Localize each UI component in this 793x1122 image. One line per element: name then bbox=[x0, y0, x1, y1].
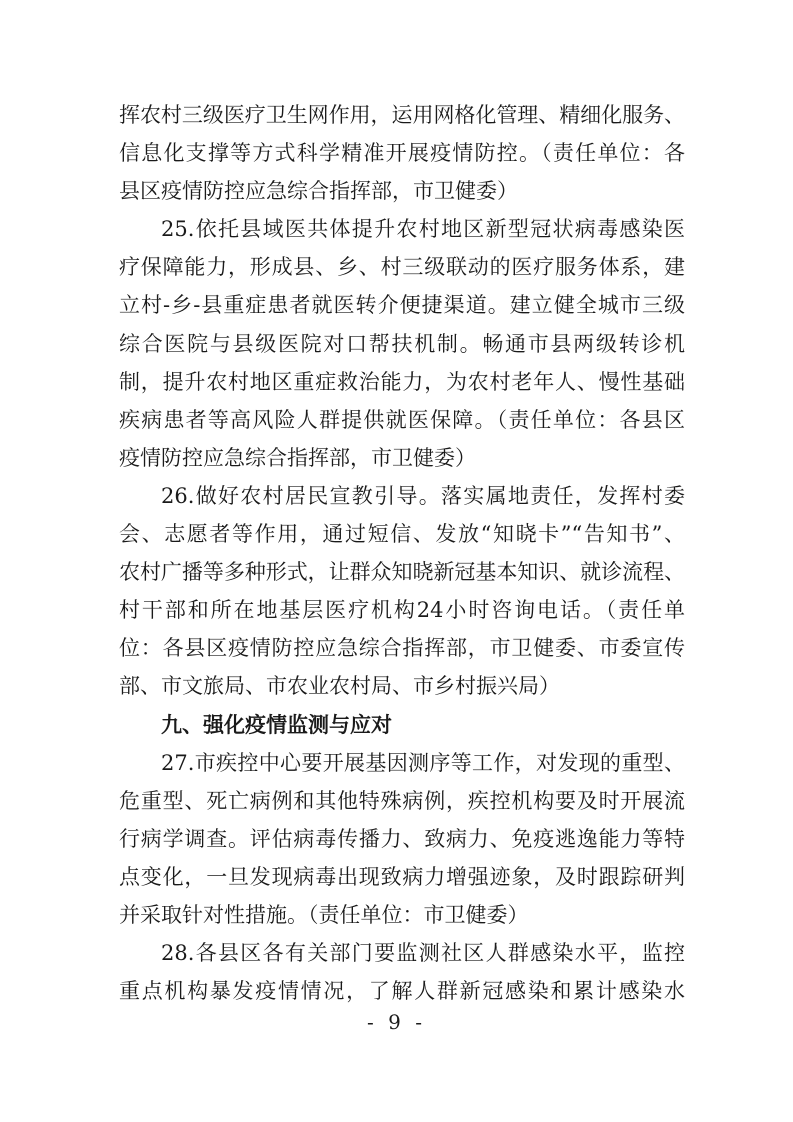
text-line: 挥农村三级医疗卫生网作用，运用网格化管理、精细化服务、 bbox=[119, 103, 685, 127]
text-line: 村干部和所在地基层医疗机构24小时咨询电话。（责任单 bbox=[119, 598, 685, 623]
text-line: 位：各县区疫情防控应急综合指挥部，市卫健委、市委宣传 bbox=[119, 636, 685, 661]
paragraph-28-start: 28.各县区各有关部门要监测社区人群感染水平，监控 bbox=[161, 941, 685, 966]
text-line: 制，提升农村地区重症救治能力，为农村老年人、慢性基础 bbox=[119, 369, 685, 394]
text-line: 点变化，一旦发现病毒出现致病力增强迹象，及时跟踪研判 bbox=[119, 864, 685, 889]
document-body bbox=[119, 96, 685, 1010]
text-line: 部、市文旅局、市农业农村局、市乡村振兴局） bbox=[119, 674, 560, 699]
text-line: 危重型、死亡病例和其他特殊病例，疾控机构要及时开展流 bbox=[119, 788, 685, 813]
text-line: 农村广播等多种形式，让群众知晓新冠基本知识、就诊流程、 bbox=[119, 560, 685, 585]
text-line: 县区疫情防控应急综合指挥部，市卫健委） bbox=[119, 179, 518, 204]
text-line: 行病学调查。评估病毒传播力、致病力、免疫逃逸能力等特 bbox=[119, 826, 685, 851]
paragraph-25-start: 25.依托县域医共体提升农村地区新型冠状病毒感染医 bbox=[161, 217, 685, 242]
paragraph-27-start: 27.市疾控中心要开展基因测序等工作，对发现的重型、 bbox=[161, 750, 685, 775]
text-line: 综合医院与县级医院对口帮扶机制。畅通市县两级转诊机 bbox=[119, 331, 685, 356]
text-line: 并采取针对性措施。（责任单位：市卫健委） bbox=[119, 902, 529, 927]
paragraph-26-start: 26.做好农村居民宣教引导。落实属地责任，发挥村委 bbox=[161, 483, 685, 508]
page-number: - 9 - bbox=[367, 1010, 426, 1034]
text-line: 疫情防控应急综合指挥部，市卫健委） bbox=[119, 445, 476, 470]
text-line: 疾病患者等高风险人群提供就医保障。（责任单位：各县区 bbox=[119, 407, 685, 432]
text-line: 重点机构暴发疫情情况，了解人群新冠感染和累计感染水 bbox=[119, 979, 685, 1004]
text-line: 信息化支撑等方式科学精准开展疫情防控。（责任单位：各 bbox=[119, 141, 685, 166]
text-line: 会、志愿者等作用，通过短信、发放“知晓卡”“告知书”、 bbox=[119, 522, 685, 547]
text-line: 疗保障能力，形成县、乡、村三级联动的医疗服务体系，建 bbox=[119, 255, 685, 280]
section-heading: 九、强化疫情监测与应对 bbox=[161, 712, 392, 737]
text-line: 立村-乡-县重症患者就医转介便捷渠道。建立健全城市三级 bbox=[119, 293, 685, 318]
